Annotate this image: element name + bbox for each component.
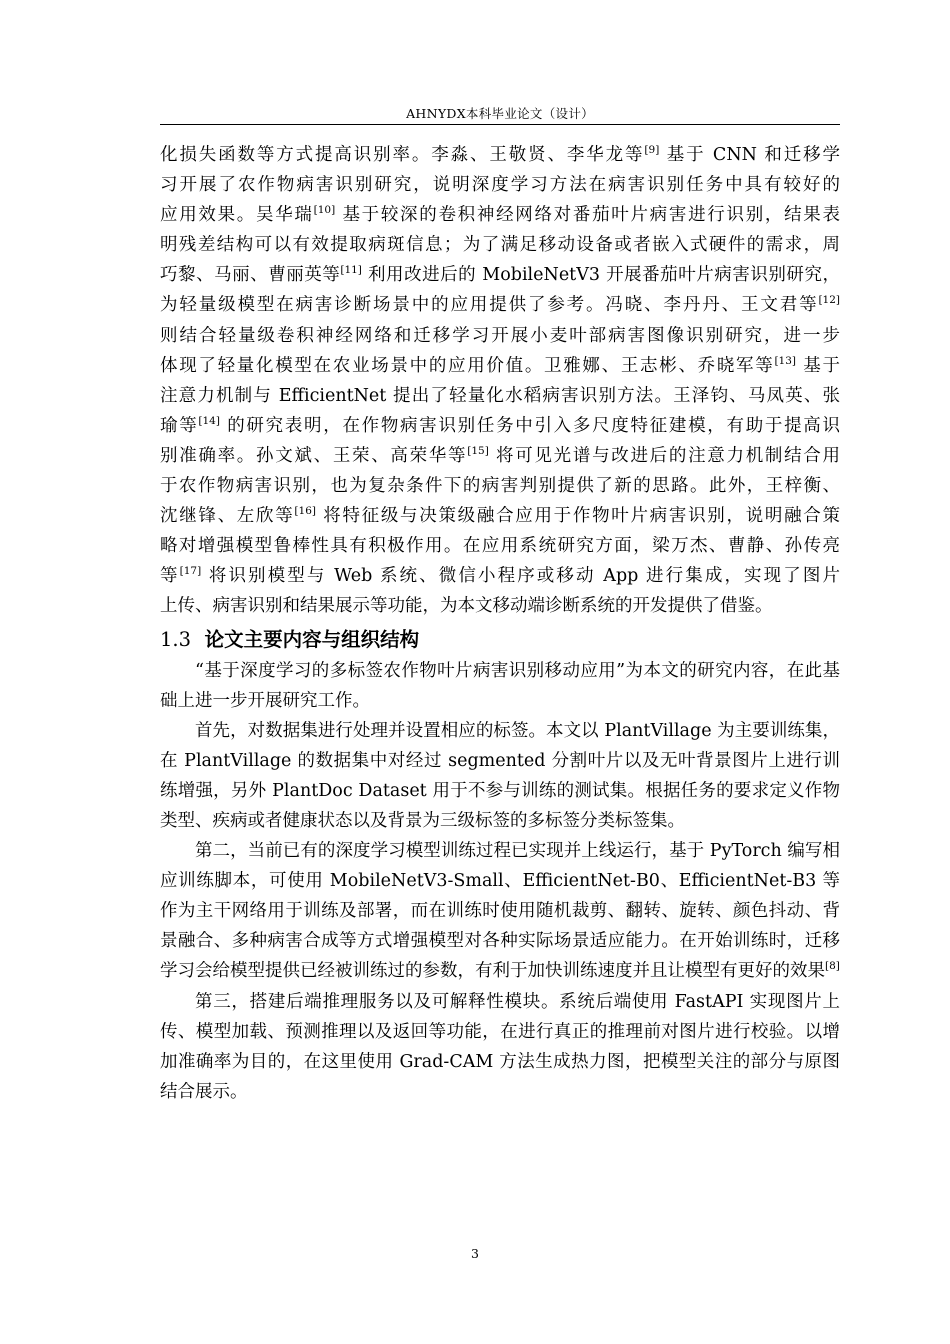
- citation: [15]: [467, 444, 489, 457]
- text-line: 为轻量级模型在病害诊断场景中的应用提供了参考。冯晓、李丹丹、王文君等[12]: [160, 294, 840, 316]
- text-line: 习开展了农作物病害识别研究，说明深度学习方法在病害识别任务中具有较好的: [160, 175, 840, 196]
- text-line: 则结合轻量级卷积神经网络和迁移学习开展小麦叶部病害图像识别研究，进一步: [160, 325, 840, 346]
- text-line: 体现了轻量化模型在农业场景中的应用价值。卫雅娜、王志彬、乔晓军等[13] 基于: [160, 354, 840, 376]
- citation: [13]: [774, 354, 797, 367]
- citation: [16]: [294, 505, 316, 518]
- text-line: 略对增强模型鲁棒性具有积极作用。在应用系统研究方面，梁万杰、曹静、孙传亮: [160, 536, 840, 557]
- citation: [11]: [340, 264, 362, 277]
- paragraph-topic: “基于深度学习的多标签农作物叶片病害识别移动应用”为本文的研究内容，在此基础上进一步开展研究工作。: [160, 660, 840, 711]
- citation: [14]: [198, 414, 220, 427]
- text-line: 注意力机制与 EfficientNet 提出了轻量化水稻病害识别方法。王泽钧、马凤英、张: [160, 385, 840, 406]
- text-line: 别准确率。孙文斌、王荣、高荣华等[15] 将可见光谱与改进后的注意力机制结合用: [160, 444, 840, 466]
- paragraph-third: 第三，搭建后端推理服务以及可解释性模块。系统后端使用 FastAPI 实现图片上传、模型加载、预测推理以及返回等功能，在进行真正的推理前对图片进行校验。以增加准确率为目的，在这里使用 Grad-CAM 方法生成热力图，把模型关注的部分与原图结合展示。: [160, 991, 840, 1102]
- citation: [8]: [825, 960, 840, 973]
- text-line: 等[17] 将识别模型与 Web 系统、微信小程序或移动 App 进行集成，实现了图片: [160, 565, 840, 587]
- citation: [9]: [644, 144, 660, 156]
- header-rule: [160, 124, 840, 125]
- text-line: 应用效果。吴华瑞[10] 基于较深的卷积神经网络对番茄叶片病害进行识别，结果表: [160, 204, 841, 226]
- text-line: 上传、病害识别和结果展示等功能，为本文移动端诊断系统的开发提供了借鉴。: [160, 596, 773, 617]
- running-header: AHNYDX本科毕业论文（设计）: [406, 106, 594, 121]
- page-body: [160, 140, 840, 1107]
- text-line: 明残差结构可以有效提取病斑信息；为了满足移动设备或者嵌入式硬件的需求，周: [160, 235, 840, 256]
- section-number: 1.3: [160, 627, 192, 651]
- text-line: 瑜等[14] 的研究表明，在作物病害识别任务中引入多尺度特征建模，有助于提高识: [160, 414, 840, 436]
- section-title: 论文主要内容与组织结构: [204, 627, 420, 651]
- text-line: 化损失函数等方式提高识别率。李淼、王敬贤、李华龙等[9] 基于 CNN 和迁移学: [160, 144, 841, 165]
- citation: [10]: [313, 204, 336, 217]
- citation: [17]: [179, 565, 202, 578]
- text-line: 于农作物病害识别，也为复杂条件下的病害判别提供了新的思路。此外，王梓衡、: [160, 476, 840, 497]
- paragraph-first: 首先，对数据集进行处理并设置相应的标签。本文以 PlantVillage 为主要训练集，在 PlantVillage 的数据集中对经过 segmented 分割叶片以及无叶背景图片上进行训练增强，另外 PlantDoc Dataset 用于不参与训练的测试集。根据任务的要求定义作物类型、疾病或者健康状态以及背景为三级标签的多标签分类标签集。: [160, 720, 840, 831]
- paragraph-second: 第二，当前已有的深度学习模型训练过程已实现并上线运行，基于 PyTorch 编写相应训练脚本，可使用 MobileNetV3-Small、EfficientNet-B0、EfficientNet-B3 等作为主干网络用于训练及部署，而在训练时使用随机裁剪、翻转、旋转、颜色抖动、背景融合、多种病害合成等方式增强模型对各种实际场景适应能力。在开始训练时，迁移学习会给模型提供已经被训练过的参数，有利于加快训练速度并且让模型有更好的效果[8]: [160, 841, 840, 982]
- paragraph-related-work: [160, 140, 840, 622]
- text-line: 巧黎、马丽、曹丽英等[11] 利用改进后的 MobileNetV3 开展番茄叶片病害识别研究，: [160, 264, 840, 286]
- citation: [12]: [818, 294, 840, 307]
- section-heading: [160, 624, 840, 656]
- page-number: 3: [471, 1246, 479, 1261]
- text-line: 沈继锋、左欣等[16] 将特征级与决策级融合应用于作物叶片病害识别，说明融合策: [160, 505, 841, 527]
